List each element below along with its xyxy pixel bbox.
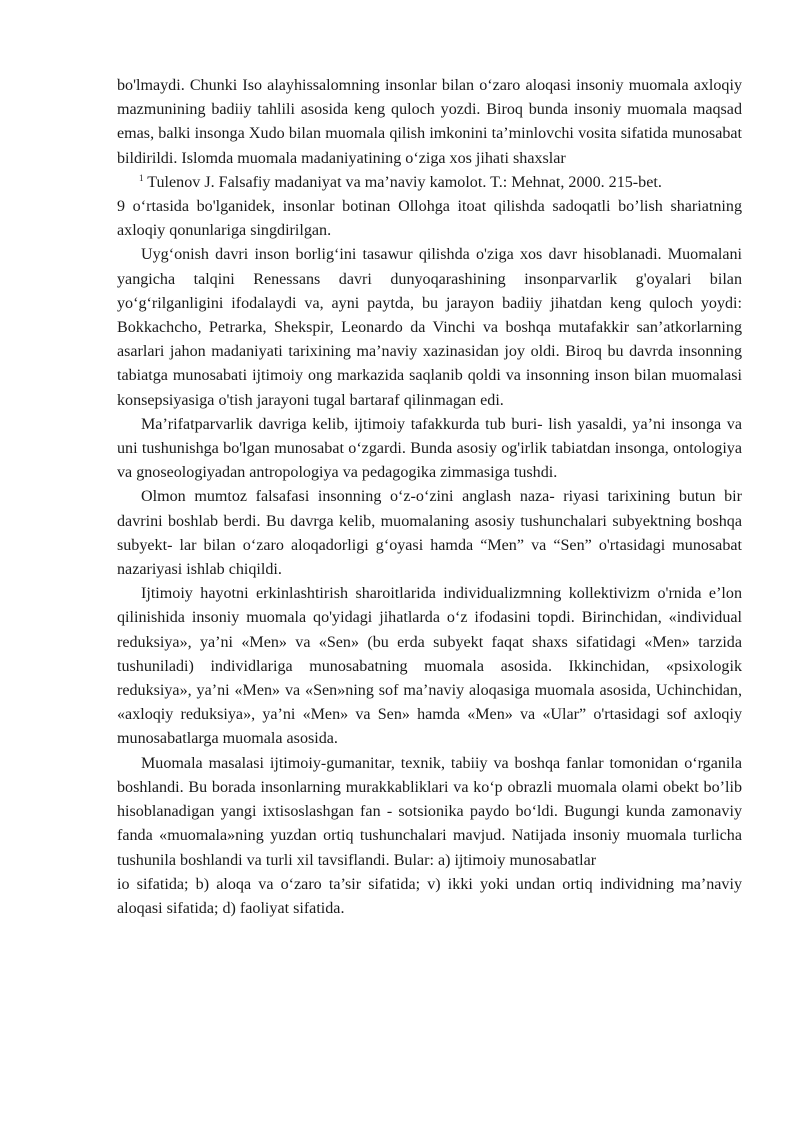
paragraph-7: Muomala masalasi ijtimoiy-gumanitar, texnik, tabiiy va boshqa fanlar tomonidan o‘rganila boshlandi. Bu borada insonlarning murakkabliklari va ko‘p obrazli muomala olami obekt bo’lib hisoblanadigan yangi ixtisoslashgan fan - sotsionika paydo bo‘ldi. Bugungi kunda zamonaviy fanda «muomala»ning yuzdan ortiq tushunchalari mavjud. Natijada insoniy muomala turlicha tushunila boshlandi va turli xil tavsiflandi. Bular: a) ijtimoiy munosabatlar <box>117 754 742 869</box>
footnote-text: Tulenov J. Falsafiy madaniyat va ma’naviy kamolot. T.: Mehnat, 2000. 215-bet. <box>147 173 662 191</box>
paragraph-5: Olmon mumtoz falsafasi insonning o‘z-o‘zini anglash naza- riyasi tarixining butun bir davrini boshlab berdi. Bu davrga kelib, muomalaning asosiy tushunchalari subyektning boshqa subyekt- lar bilan o‘zaro aloqadorligi g‘oyasi hamda “Men” va “Sen” o'rtasidagi munosabat nazariyasi ishlab chiqildi. <box>117 488 742 579</box>
document-page <box>117 74 742 921</box>
paragraph-6: Ijtimoiy hayotni erkinlashtirish sharoitlarida individualizmning kollektivizm o'rnida e’lon qilinishida insoniy muomala qo'yidagi jihatlarda o‘z ifodasini topdi. Birinchidan, «individual reduksiya», ya’ni «Men» va «Sen» (bu erda subyekt faqat shaxs sifatidagi «Men» tarzida tushuniladi) individlariga munosabatning muomala asosida. Ikkinchidan, «psixologik reduksiya», ya’ni «Men» va «Sen»ning sof ma’naviy aloqasiga muomala asosida, Uchinchidan, «axloqiy reduksiya», ya’ni «Men» va Sen» hamda «Men» va «Ular” o'rtasidagi sof axloqiy munosabatlarga muomala asosida. <box>117 585 742 748</box>
footnote-marker: 1 <box>139 172 144 183</box>
footnote <box>117 171 742 195</box>
paragraph-4: Ma’rifatparvarlik davriga kelib, ijtimoiy tafakkurda tub buri- lish yasaldi, ya’ni insonga va uni tushunishga bo'lgan munosabat o‘zgardi. Bunda asosiy og'irlik tabiatdan insonga, ontologiya va gnoseologiyadan antropologiya va pedagogika zimmasiga tushdi. <box>117 415 742 482</box>
paragraph-8: io sifatida; b) aloqa va o‘zaro ta’sir sifatida; v) ikki yoki undan ortiq individning ma’naviy aloqasi sifatida; d) faoliyat sifatida. <box>117 875 742 917</box>
paragraph-1: bo'lmaydi. Chunki Iso alayhissalomning insonlar bilan o‘zaro aloqasi insoniy muomala axloqiy mazmunining badiiy tahlili asosida keng quloch yozdi. Biroq bunda insoniy muomala maqsad emas, balki insonga Xudo bilan muomala qilish imkonini ta’minlovchi vosita sifatida munosabat bildirildi. Islomda muomala madaniyatining o‘ziga xos jihati shaxslar <box>117 77 742 167</box>
paragraph-2: 9 o‘rtasida bo'lganidek, insonlar botinan Ollohga itoat qilishda sadoqatli bo’lish shariatning axloqiy qonunlariga singdirilgan. <box>117 198 742 240</box>
paragraph-3: Uyg‘onish davri inson borlig‘ini tasawur qilishda o'ziga xos davr hisoblanadi. Muomalani yangicha talqini Renessans davri dunyoqarashining insonparvarlik g'oyalari bilan yo‘g‘rilganligini ifodalaydi va, ayni paytda, bu jarayon badiiy jihatdan keng quloch yoydi: Bokkachcho, Petrarka, Shekspir, Leonardo da Vinchi va boshqa mutafakkir san’atkorlarning asarlari jahon madaniyati tarixining ma’naviy xazinasidan joy oldi. Biroq bu davrda insonning tabiatga munosabati ijtimoiy ong markazida saqlanib qoldi va insonning inson bilan muomalasi konsepsiyasiga o'tish jarayoni tugal bartaraf qilinmagan edi. <box>117 246 742 409</box>
